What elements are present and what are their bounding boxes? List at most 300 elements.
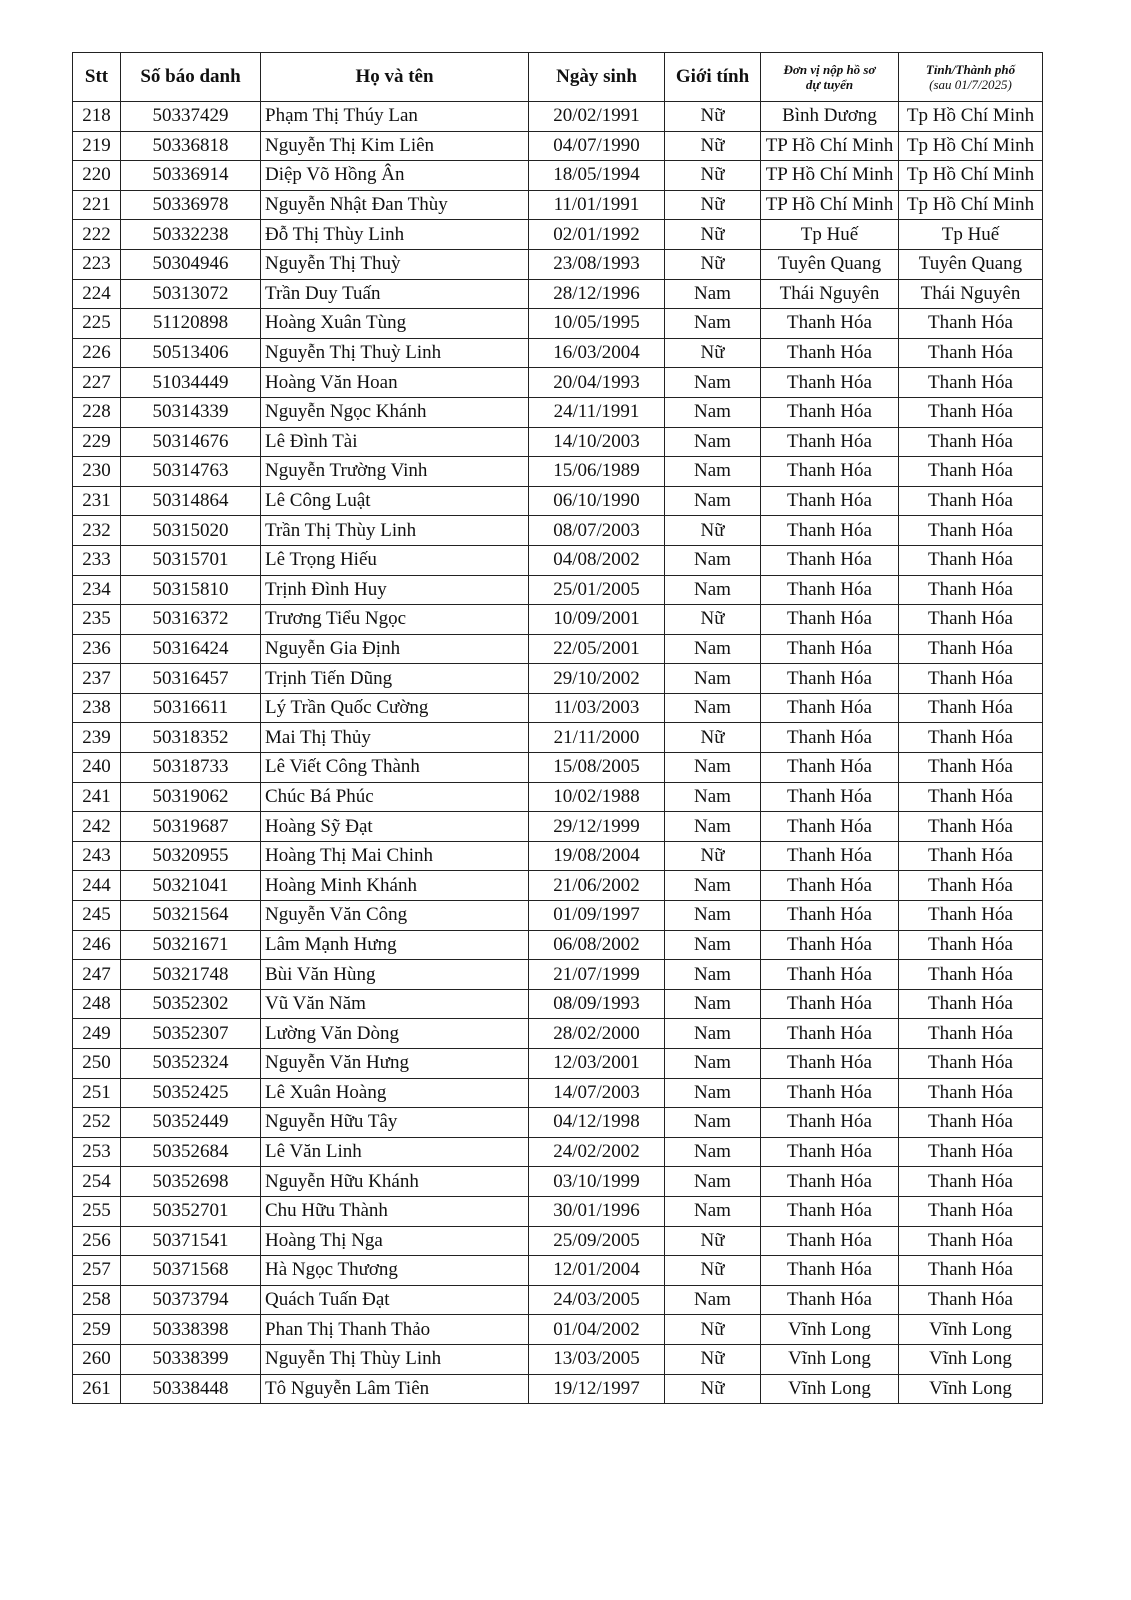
cell-unit: Thái Nguyên: [761, 279, 899, 309]
cell-name: Lường Văn Dòng: [261, 1019, 529, 1049]
cell-sbd: 50336914: [121, 161, 261, 191]
cell-gender: Nam: [665, 930, 761, 960]
cell-stt: 242: [73, 812, 121, 842]
table-row: [73, 723, 1043, 753]
header-stt: Stt: [73, 53, 121, 102]
cell-gender: Nữ: [665, 338, 761, 368]
cell-gender: Nam: [665, 782, 761, 812]
cell-name: Nguyễn Hữu Khánh: [261, 1167, 529, 1197]
cell-gender: Nữ: [665, 605, 761, 635]
cell-stt: 218: [73, 102, 121, 132]
cell-dob: 19/08/2004: [529, 841, 665, 871]
cell-province: Tp Hồ Chí Minh: [899, 161, 1043, 191]
cell-dob: 04/08/2002: [529, 545, 665, 575]
cell-dob: 24/02/2002: [529, 1137, 665, 1167]
cell-gender: Nam: [665, 1019, 761, 1049]
cell-name: Chúc Bá Phúc: [261, 782, 529, 812]
cell-name: Lê Đình Tài: [261, 427, 529, 457]
cell-province: Thanh Hóa: [899, 1019, 1043, 1049]
cell-sbd: 50315810: [121, 575, 261, 605]
cell-sbd: 50352684: [121, 1137, 261, 1167]
cell-gender: Nam: [665, 871, 761, 901]
cell-sbd: 50314864: [121, 486, 261, 516]
cell-province: Thanh Hóa: [899, 368, 1043, 398]
cell-stt: 221: [73, 190, 121, 220]
cell-stt: 256: [73, 1226, 121, 1256]
cell-province: Tuyên Quang: [899, 249, 1043, 279]
cell-unit: Thanh Hóa: [761, 664, 899, 694]
cell-gender: Nam: [665, 1167, 761, 1197]
cell-unit: Thanh Hóa: [761, 1285, 899, 1315]
cell-sbd: 51034449: [121, 368, 261, 398]
cell-province: Thanh Hóa: [899, 723, 1043, 753]
cell-unit: TP Hồ Chí Minh: [761, 190, 899, 220]
cell-province: Thanh Hóa: [899, 960, 1043, 990]
cell-province: Thanh Hóa: [899, 871, 1043, 901]
table-row: [73, 486, 1043, 516]
cell-name: Nguyễn Nhật Đan Thùy: [261, 190, 529, 220]
cell-name: Chu Hữu Thành: [261, 1196, 529, 1226]
cell-sbd: 50352302: [121, 989, 261, 1019]
cell-stt: 240: [73, 753, 121, 783]
cell-dob: 24/11/1991: [529, 397, 665, 427]
header-name: Họ và tên: [261, 53, 529, 102]
cell-stt: 234: [73, 575, 121, 605]
cell-sbd: 50316424: [121, 634, 261, 664]
cell-unit: Thanh Hóa: [761, 812, 899, 842]
cell-name: Phạm Thị Thúy Lan: [261, 102, 529, 132]
cell-dob: 08/07/2003: [529, 516, 665, 546]
cell-stt: 231: [73, 486, 121, 516]
cell-dob: 11/01/1991: [529, 190, 665, 220]
cell-name: Lý Trần Quốc Cường: [261, 693, 529, 723]
cell-sbd: 50315701: [121, 545, 261, 575]
cell-stt: 259: [73, 1315, 121, 1345]
cell-name: Hà Ngọc Thương: [261, 1256, 529, 1286]
cell-dob: 14/07/2003: [529, 1078, 665, 1108]
cell-name: Nguyễn Văn Hưng: [261, 1049, 529, 1079]
cell-province: Thanh Hóa: [899, 427, 1043, 457]
cell-dob: 04/12/1998: [529, 1108, 665, 1138]
cell-province: Tp Hồ Chí Minh: [899, 190, 1043, 220]
table-row: [73, 1137, 1043, 1167]
cell-province: Thanh Hóa: [899, 545, 1043, 575]
cell-gender: Nam: [665, 753, 761, 783]
table-row: [73, 575, 1043, 605]
cell-gender: Nữ: [665, 1226, 761, 1256]
cell-unit: Thanh Hóa: [761, 930, 899, 960]
table-row: [73, 220, 1043, 250]
cell-province: Thanh Hóa: [899, 812, 1043, 842]
cell-dob: 03/10/1999: [529, 1167, 665, 1197]
cell-stt: 227: [73, 368, 121, 398]
table-row: [73, 1196, 1043, 1226]
cell-province: Thanh Hóa: [899, 575, 1043, 605]
table-row: [73, 664, 1043, 694]
cell-gender: Nam: [665, 575, 761, 605]
cell-gender: Nữ: [665, 102, 761, 132]
cell-sbd: 50313072: [121, 279, 261, 309]
header-province-line1: Tỉnh/Thành phố: [925, 62, 1016, 77]
cell-gender: Nữ: [665, 220, 761, 250]
cell-dob: 01/09/1997: [529, 901, 665, 931]
cell-province: Thanh Hóa: [899, 1167, 1043, 1197]
table-row: [73, 930, 1043, 960]
cell-gender: Nam: [665, 397, 761, 427]
cell-stt: 241: [73, 782, 121, 812]
cell-province: Thanh Hóa: [899, 1108, 1043, 1138]
cell-stt: 254: [73, 1167, 121, 1197]
cell-unit: Thanh Hóa: [761, 1019, 899, 1049]
cell-name: Nguyễn Gia Định: [261, 634, 529, 664]
cell-dob: 12/01/2004: [529, 1256, 665, 1286]
cell-sbd: 50321564: [121, 901, 261, 931]
cell-dob: 10/05/1995: [529, 309, 665, 339]
cell-name: Lê Công Luật: [261, 486, 529, 516]
cell-name: Lê Văn Linh: [261, 1137, 529, 1167]
cell-dob: 30/01/1996: [529, 1196, 665, 1226]
cell-unit: Thanh Hóa: [761, 841, 899, 871]
cell-name: Diệp Võ Hồng Ân: [261, 161, 529, 191]
cell-sbd: 50336818: [121, 131, 261, 161]
cell-stt: 255: [73, 1196, 121, 1226]
cell-province: Thanh Hóa: [899, 338, 1043, 368]
cell-gender: Nữ: [665, 161, 761, 191]
cell-sbd: 50314339: [121, 397, 261, 427]
cell-dob: 01/04/2002: [529, 1315, 665, 1345]
table-body: [73, 102, 1043, 1404]
table-row: [73, 605, 1043, 635]
cell-unit: Thanh Hóa: [761, 605, 899, 635]
cell-gender: Nam: [665, 812, 761, 842]
cell-dob: 21/07/1999: [529, 960, 665, 990]
cell-dob: 25/09/2005: [529, 1226, 665, 1256]
cell-dob: 06/08/2002: [529, 930, 665, 960]
cell-dob: 12/03/2001: [529, 1049, 665, 1079]
cell-dob: 11/03/2003: [529, 693, 665, 723]
cell-dob: 25/01/2005: [529, 575, 665, 605]
table-header-row: [73, 53, 1043, 102]
cell-dob: 29/12/1999: [529, 812, 665, 842]
cell-unit: Thanh Hóa: [761, 1167, 899, 1197]
cell-sbd: 50352698: [121, 1167, 261, 1197]
cell-unit: Thanh Hóa: [761, 397, 899, 427]
cell-stt: 224: [73, 279, 121, 309]
cell-stt: 247: [73, 960, 121, 990]
cell-unit: Thanh Hóa: [761, 989, 899, 1019]
cell-unit: Thanh Hóa: [761, 782, 899, 812]
table-row: [73, 1108, 1043, 1138]
cell-sbd: 50352324: [121, 1049, 261, 1079]
cell-gender: Nam: [665, 1196, 761, 1226]
table-row: [73, 427, 1043, 457]
header-dob: Ngày sinh: [529, 53, 665, 102]
table-row: [73, 309, 1043, 339]
table-row: [73, 1167, 1043, 1197]
cell-dob: 10/09/2001: [529, 605, 665, 635]
cell-name: Lê Viết Công Thành: [261, 753, 529, 783]
cell-name: Nguyễn Văn Công: [261, 901, 529, 931]
cell-stt: 250: [73, 1049, 121, 1079]
cell-stt: 239: [73, 723, 121, 753]
cell-gender: Nam: [665, 1285, 761, 1315]
table-row: [73, 368, 1043, 398]
cell-sbd: 51120898: [121, 309, 261, 339]
cell-dob: 18/05/1994: [529, 161, 665, 191]
cell-province: Thanh Hóa: [899, 1256, 1043, 1286]
cell-stt: 233: [73, 545, 121, 575]
cell-gender: Nữ: [665, 249, 761, 279]
cell-sbd: 50314763: [121, 457, 261, 487]
cell-gender: Nam: [665, 1049, 761, 1079]
cell-dob: 10/02/1988: [529, 782, 665, 812]
cell-sbd: 50321041: [121, 871, 261, 901]
table-row: [73, 1256, 1043, 1286]
cell-province: Thái Nguyên: [899, 279, 1043, 309]
cell-unit: Thanh Hóa: [761, 1108, 899, 1138]
cell-stt: 235: [73, 605, 121, 635]
cell-province: Thanh Hóa: [899, 1078, 1043, 1108]
cell-province: Thanh Hóa: [899, 1226, 1043, 1256]
cell-dob: 22/05/2001: [529, 634, 665, 664]
cell-unit: Thanh Hóa: [761, 575, 899, 605]
cell-dob: 02/01/1992: [529, 220, 665, 250]
cell-dob: 28/12/1996: [529, 279, 665, 309]
cell-name: Trần Thị Thùy Linh: [261, 516, 529, 546]
cell-name: Bùi Văn Hùng: [261, 960, 529, 990]
cell-unit: Thanh Hóa: [761, 960, 899, 990]
cell-unit: Thanh Hóa: [761, 457, 899, 487]
cell-name: Nguyễn Ngọc Khánh: [261, 397, 529, 427]
cell-stt: 248: [73, 989, 121, 1019]
table-row: [73, 634, 1043, 664]
cell-gender: Nữ: [665, 723, 761, 753]
cell-dob: 20/02/1991: [529, 102, 665, 132]
cell-name: Phan Thị Thanh Thảo: [261, 1315, 529, 1345]
cell-sbd: 50352307: [121, 1019, 261, 1049]
cell-gender: Nữ: [665, 1256, 761, 1286]
cell-unit: TP Hồ Chí Minh: [761, 131, 899, 161]
cell-name: Nguyễn Thị Thùy Linh: [261, 1344, 529, 1374]
table-row: [73, 397, 1043, 427]
cell-sbd: 50304946: [121, 249, 261, 279]
cell-stt: 229: [73, 427, 121, 457]
cell-province: Thanh Hóa: [899, 693, 1043, 723]
cell-stt: 220: [73, 161, 121, 191]
cell-sbd: 50338399: [121, 1344, 261, 1374]
cell-name: Mai Thị Thủy: [261, 723, 529, 753]
cell-gender: Nữ: [665, 1374, 761, 1404]
cell-gender: Nam: [665, 634, 761, 664]
cell-stt: 246: [73, 930, 121, 960]
cell-sbd: 50373794: [121, 1285, 261, 1315]
cell-stt: 252: [73, 1108, 121, 1138]
table-row: [73, 1285, 1043, 1315]
cell-stt: 223: [73, 249, 121, 279]
table-row: [73, 516, 1043, 546]
cell-stt: 243: [73, 841, 121, 871]
cell-dob: 13/03/2005: [529, 1344, 665, 1374]
cell-dob: 04/07/1990: [529, 131, 665, 161]
cell-unit: Thanh Hóa: [761, 693, 899, 723]
cell-stt: 232: [73, 516, 121, 546]
table-row: [73, 545, 1043, 575]
cell-sbd: 50318352: [121, 723, 261, 753]
cell-name: Nguyễn Thị Thuỳ Linh: [261, 338, 529, 368]
cell-dob: 21/06/2002: [529, 871, 665, 901]
cell-sbd: 50321671: [121, 930, 261, 960]
cell-dob: 20/04/1993: [529, 368, 665, 398]
cell-gender: Nam: [665, 693, 761, 723]
candidate-table: [72, 52, 1043, 1404]
table-row: [73, 249, 1043, 279]
cell-province: Tp Hồ Chí Minh: [899, 131, 1043, 161]
cell-province: Thanh Hóa: [899, 1137, 1043, 1167]
cell-stt: 222: [73, 220, 121, 250]
cell-gender: Nam: [665, 1108, 761, 1138]
cell-unit: Vĩnh Long: [761, 1315, 899, 1345]
cell-province: Thanh Hóa: [899, 397, 1043, 427]
cell-name: Nguyễn Hữu Tây: [261, 1108, 529, 1138]
cell-gender: Nam: [665, 960, 761, 990]
cell-stt: 253: [73, 1137, 121, 1167]
cell-unit: Tp Huế: [761, 220, 899, 250]
cell-sbd: 50371541: [121, 1226, 261, 1256]
cell-sbd: 50336978: [121, 190, 261, 220]
cell-gender: Nam: [665, 1137, 761, 1167]
cell-name: Trịnh Đình Huy: [261, 575, 529, 605]
cell-province: Thanh Hóa: [899, 901, 1043, 931]
cell-name: Trương Tiểu Ngọc: [261, 605, 529, 635]
cell-sbd: 50371568: [121, 1256, 261, 1286]
cell-stt: 251: [73, 1078, 121, 1108]
cell-sbd: 50338398: [121, 1315, 261, 1345]
cell-province: Thanh Hóa: [899, 1049, 1043, 1079]
cell-name: Nguyễn Thị Kim Liên: [261, 131, 529, 161]
cell-gender: Nam: [665, 486, 761, 516]
cell-stt: 236: [73, 634, 121, 664]
header-province: [899, 53, 1043, 102]
cell-name: Trần Duy Tuấn: [261, 279, 529, 309]
cell-province: Tp Hồ Chí Minh: [899, 102, 1043, 132]
cell-gender: Nữ: [665, 516, 761, 546]
cell-province: Thanh Hóa: [899, 930, 1043, 960]
cell-sbd: 50316372: [121, 605, 261, 635]
cell-name: Nguyễn Thị Thuỳ: [261, 249, 529, 279]
cell-gender: Nam: [665, 989, 761, 1019]
cell-stt: 219: [73, 131, 121, 161]
cell-sbd: 50320955: [121, 841, 261, 871]
cell-stt: 244: [73, 871, 121, 901]
table-row: [73, 841, 1043, 871]
table-row: [73, 279, 1043, 309]
cell-dob: 08/09/1993: [529, 989, 665, 1019]
cell-unit: Thanh Hóa: [761, 1078, 899, 1108]
cell-gender: Nam: [665, 309, 761, 339]
cell-dob: 15/08/2005: [529, 753, 665, 783]
cell-unit: Thanh Hóa: [761, 427, 899, 457]
cell-unit: Thanh Hóa: [761, 309, 899, 339]
cell-sbd: 50316611: [121, 693, 261, 723]
cell-stt: 257: [73, 1256, 121, 1286]
cell-name: Vũ Văn Năm: [261, 989, 529, 1019]
cell-unit: Thanh Hóa: [761, 1049, 899, 1079]
cell-name: Tô Nguyễn Lâm Tiên: [261, 1374, 529, 1404]
cell-unit: Vĩnh Long: [761, 1374, 899, 1404]
table-row: [73, 131, 1043, 161]
cell-unit: Thanh Hóa: [761, 516, 899, 546]
cell-dob: 15/06/1989: [529, 457, 665, 487]
cell-gender: Nam: [665, 901, 761, 931]
cell-gender: Nam: [665, 1078, 761, 1108]
cell-province: Thanh Hóa: [899, 309, 1043, 339]
cell-province: Thanh Hóa: [899, 664, 1043, 694]
cell-gender: Nam: [665, 457, 761, 487]
cell-gender: Nam: [665, 368, 761, 398]
cell-gender: Nam: [665, 664, 761, 694]
cell-stt: 245: [73, 901, 121, 931]
cell-gender: Nam: [665, 279, 761, 309]
cell-province: Tp Huế: [899, 220, 1043, 250]
cell-province: Thanh Hóa: [899, 989, 1043, 1019]
cell-sbd: 50319687: [121, 812, 261, 842]
cell-sbd: 50352701: [121, 1196, 261, 1226]
cell-name: Đỗ Thị Thùy Linh: [261, 220, 529, 250]
cell-sbd: 50332238: [121, 220, 261, 250]
table-row: [73, 161, 1043, 191]
cell-name: Trịnh Tiến Dũng: [261, 664, 529, 694]
cell-dob: 14/10/2003: [529, 427, 665, 457]
cell-unit: Thanh Hóa: [761, 545, 899, 575]
cell-name: Hoàng Xuân Tùng: [261, 309, 529, 339]
cell-sbd: 50314676: [121, 427, 261, 457]
cell-gender: Nữ: [665, 1315, 761, 1345]
cell-province: Vĩnh Long: [899, 1315, 1043, 1345]
cell-province: Thanh Hóa: [899, 457, 1043, 487]
table-row: [73, 1226, 1043, 1256]
cell-unit: Thanh Hóa: [761, 1226, 899, 1256]
table-row: [73, 190, 1043, 220]
cell-province: Thanh Hóa: [899, 753, 1043, 783]
cell-unit: Thanh Hóa: [761, 634, 899, 664]
cell-name: Quách Tuấn Đạt: [261, 1285, 529, 1315]
table-row: [73, 1374, 1043, 1404]
table-row: [73, 812, 1043, 842]
cell-unit: Thanh Hóa: [761, 871, 899, 901]
cell-dob: 24/03/2005: [529, 1285, 665, 1315]
cell-unit: Thanh Hóa: [761, 1137, 899, 1167]
cell-stt: 230: [73, 457, 121, 487]
cell-sbd: 50318733: [121, 753, 261, 783]
cell-dob: 16/03/2004: [529, 338, 665, 368]
table-row: [73, 693, 1043, 723]
cell-unit: Thanh Hóa: [761, 901, 899, 931]
cell-gender: Nữ: [665, 1344, 761, 1374]
table-row: [73, 457, 1043, 487]
cell-dob: 21/11/2000: [529, 723, 665, 753]
cell-sbd: 50352449: [121, 1108, 261, 1138]
table-row: [73, 1344, 1043, 1374]
header-unit-line1: Đơn vị nộp hồ sơ: [783, 62, 876, 77]
cell-stt: 238: [73, 693, 121, 723]
cell-province: Thanh Hóa: [899, 486, 1043, 516]
header-unit: [761, 53, 899, 102]
table-row: [73, 871, 1043, 901]
cell-province: Thanh Hóa: [899, 516, 1043, 546]
cell-province: Vĩnh Long: [899, 1344, 1043, 1374]
cell-gender: Nam: [665, 545, 761, 575]
cell-name: Hoàng Thị Nga: [261, 1226, 529, 1256]
